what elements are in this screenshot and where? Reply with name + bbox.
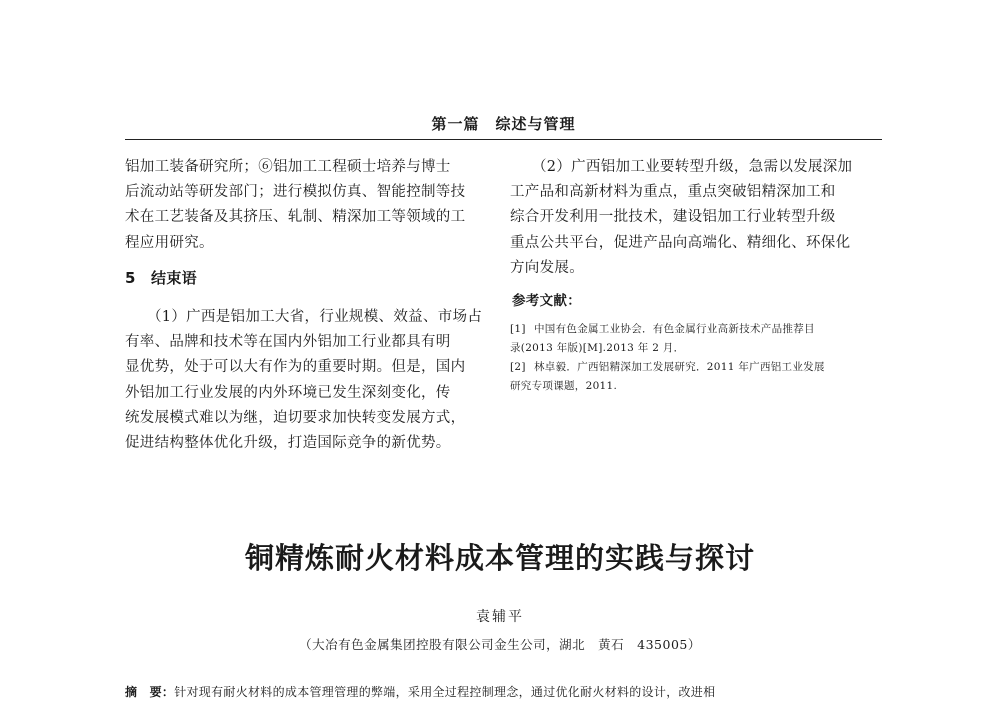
reference-text: 研究专项课题，2011. (510, 380, 618, 393)
reference-number: [2] (510, 361, 526, 374)
reference-text: 林卓毅．广西铝精深加工发展研究．2011 年广西铝工业发展 (534, 361, 825, 374)
reference-text: 中国有色金属工业协会．有色金属行业高新技术产品推荐目 (534, 323, 815, 336)
left-column (125, 155, 483, 456)
reference-item (510, 320, 882, 358)
left-para1-line: 后流动站等研发部门；进行模拟仿真、智能控制等技 (125, 184, 466, 201)
right-para-line: 重点公共平台，促进产品向高端化、精细化、环保化 (510, 234, 851, 251)
article-affiliation: （大冶有色金属集团控股有限公司金生公司，湖北 黄石 435005） (299, 637, 701, 652)
reference-number: [1] (510, 323, 526, 336)
references-heading: 参考文献： (512, 293, 581, 310)
reference-text: 录(2013 年版)[M].2013 年 2 月． (510, 342, 685, 355)
left-para2-line: 有率、品牌和技术等在国内外铝加工行业都具有明 (125, 334, 451, 351)
left-para1-line: 铝加工装备研究所；⑥铝加工工程硕士培养与博士 (125, 159, 451, 175)
section-title: 5 结束语 (125, 268, 197, 287)
left-para1-line: 术在工艺装备及其挤压、轧制、精深加工等领域的工 (125, 209, 466, 226)
abstract-text: 针对现有耐火材料的成本管理管理的弊端，采用全过程控制理念，通过优化耐火材料的设计，改进相 (174, 685, 716, 699)
reference-item (510, 358, 882, 396)
left-para1-line: 程应用研究。 (125, 234, 214, 251)
article-title: 铜精炼耐火材料成本管理的实践与探讨 (244, 541, 755, 575)
left-para2-line: 外铝加工行业发展的内外环境已发生深刻变化，传 (125, 384, 451, 401)
right-para-line: （2）广西铝加工业要转型升级，急需以发展深加 (532, 159, 853, 175)
right-para-line: 方向发展。 (510, 259, 584, 276)
left-para2-line: 显优势，处于可以大有作为的重要时期。但是，国内 (125, 359, 466, 376)
article-author: 袁辅平 (476, 609, 524, 625)
left-para2-line: （1）广西是铝加工大省，行业规模、效益、市场占 (147, 309, 483, 326)
header-rule (125, 139, 882, 140)
right-column (510, 155, 882, 396)
right-para-line: 综合开发利用一批技术，建设铝加工行业转型升级 (510, 209, 836, 226)
abstract-label: 摘 要： (125, 685, 175, 699)
abstract (125, 683, 882, 700)
right-para-line: 工产品和高新材料为重点，重点突破铝精深加工和 (510, 184, 836, 201)
running-header: 第一篇 综述与管理 (431, 115, 576, 133)
left-para2-line: 促进结构整体优化升级，打造国际竞争的新优势。 (125, 435, 451, 452)
left-para2-line: 统发展模式难以为继，迫切要求加快转变发展方式， (125, 409, 466, 426)
